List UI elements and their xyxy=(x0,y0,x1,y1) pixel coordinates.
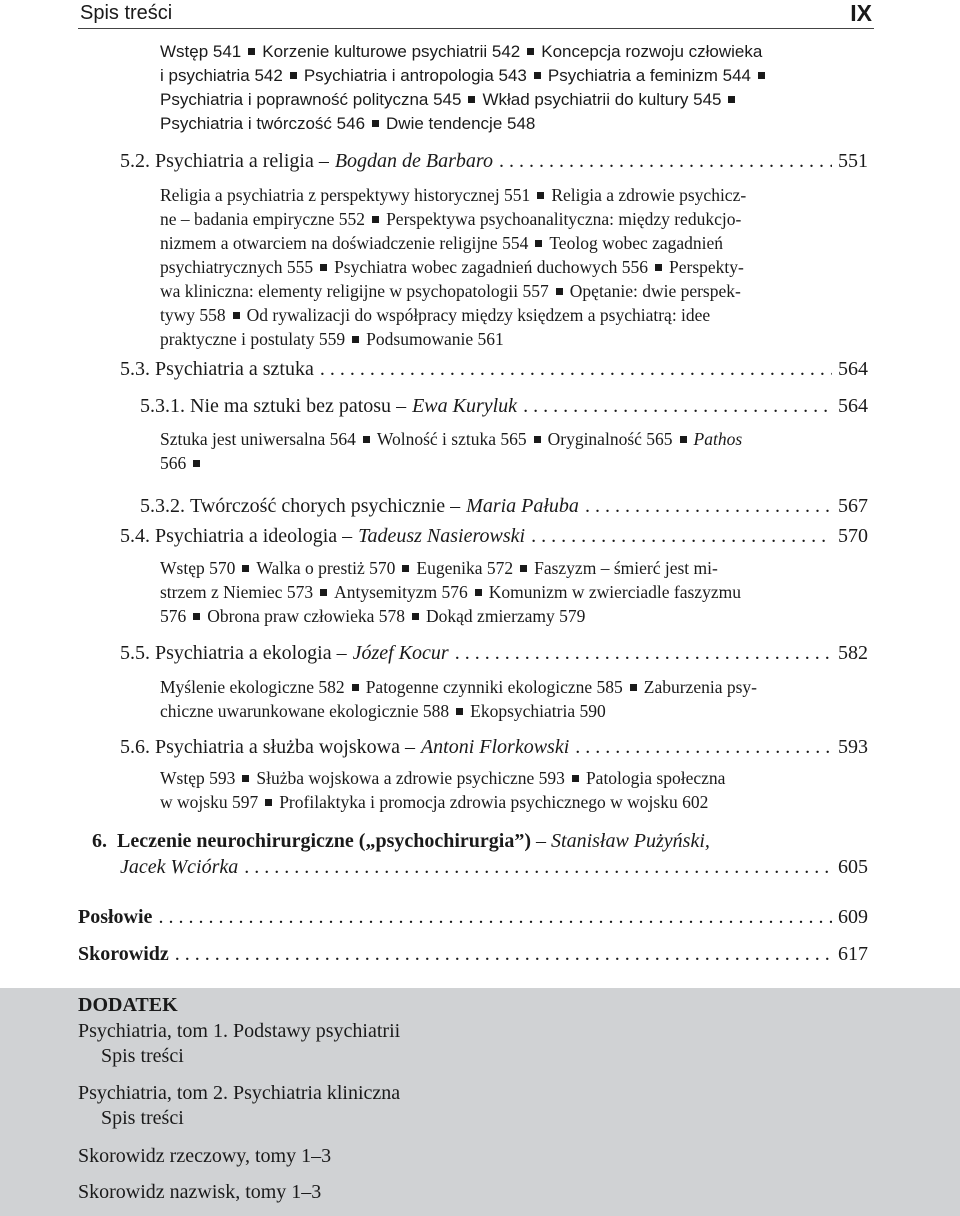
bullet-square-icon xyxy=(630,684,637,691)
entry-page: 567 xyxy=(838,495,868,517)
bullet-square-icon xyxy=(475,589,482,596)
entry-page: 605 xyxy=(838,856,868,878)
entry-author: Stanisław Pużyński, xyxy=(551,830,710,852)
toc-entry-6-title[interactable]: 6. Leczenie neurochirurgiczne („psychochirurgia”) – Stanisław Pużyński, xyxy=(92,830,710,852)
entry-number: 5.4. xyxy=(120,525,150,547)
text-line xyxy=(160,64,772,88)
entry-title: Leczenie neurochirurgiczne („psychochirurgia”) xyxy=(117,830,532,852)
text-line xyxy=(160,556,741,580)
topic: Faszyzm – śmierć jest mi- xyxy=(534,558,718,578)
toc-entry-5-2[interactable]: 5.2. Psychiatria a religia – Bogdan de Barbaro . . . 551 xyxy=(120,150,868,176)
text-line xyxy=(160,604,741,628)
topic: Psychiatria i poprawność polityczna 545 xyxy=(160,90,462,109)
text-line xyxy=(160,88,772,112)
toc-entry-poslowie[interactable] xyxy=(78,906,868,932)
entry-number: 5.3. xyxy=(120,358,150,380)
section-5-2-topics xyxy=(160,183,746,351)
topic: Oryginalność 565 xyxy=(547,429,673,449)
bullet-square-icon xyxy=(680,436,687,443)
header-page-number: IX xyxy=(850,0,872,26)
bullet-square-icon xyxy=(372,216,379,223)
toc-entry-5-3[interactable] xyxy=(120,358,868,384)
topic: 576 xyxy=(160,606,187,626)
toc-entry-6[interactable] xyxy=(120,856,868,882)
text-line xyxy=(160,279,746,303)
bullet-square-icon xyxy=(534,72,541,79)
topic: Wstęp 541 xyxy=(160,42,242,61)
topic: praktyczne i postulaty 559 xyxy=(160,329,346,349)
text-line xyxy=(160,580,741,604)
dot-leader xyxy=(585,495,832,518)
bullet-square-icon xyxy=(527,48,534,55)
dot-leader xyxy=(523,395,832,418)
text-line xyxy=(160,255,746,279)
topic: 566 xyxy=(160,453,187,473)
section-5-6-topics xyxy=(160,766,725,814)
topic: Religia a zdrowie psychicz- xyxy=(551,185,747,205)
bullet-square-icon xyxy=(265,799,272,806)
bullet-square-icon xyxy=(535,240,542,247)
topic: psychiatrycznych 555 xyxy=(160,257,314,277)
topic: Psychiatra wobec zagadnień duchowych 556 xyxy=(334,257,649,277)
entry-title: Psychiatria a ideologia xyxy=(155,525,338,547)
bullet-square-icon xyxy=(242,775,249,782)
topic: Perspekty- xyxy=(669,257,744,277)
topic: Psychiatria i twórczość 546 xyxy=(160,114,366,133)
topic: wa kliniczna: elementy religijne w psychopatologii 557 xyxy=(160,281,549,301)
entry-number: 5.3.1. xyxy=(140,395,185,417)
topic: Korzenie kulturowe psychiatrii 542 xyxy=(262,42,521,61)
bullet-square-icon xyxy=(352,336,359,343)
entry-title: Twórczość chorych psychicznie xyxy=(190,495,446,517)
bullet-square-icon xyxy=(193,613,200,620)
topic: Wstęp 570 xyxy=(160,558,236,578)
topic: Walka o prestiż 570 xyxy=(256,558,396,578)
topic: ne – badania empiryczne 552 xyxy=(160,209,366,229)
page-header xyxy=(0,0,960,32)
bullet-square-icon xyxy=(402,565,409,572)
toc-entry-skorowidz[interactable] xyxy=(78,943,868,969)
topic: Wkład psychiatrii do kultury 545 xyxy=(482,90,722,109)
topic: Koncepcja rozwoju człowieka xyxy=(541,42,763,61)
entry-author: Ewa Kuryluk xyxy=(412,395,518,417)
bullet-square-icon xyxy=(556,288,563,295)
bullet-square-icon xyxy=(412,613,419,620)
entry-title: Psychiatria a religia xyxy=(155,150,314,172)
entry-number: 6. xyxy=(92,830,107,852)
topic: Obrona praw człowieka 578 xyxy=(207,606,406,626)
dot-leader xyxy=(455,642,832,665)
bullet-square-icon xyxy=(363,436,370,443)
text-line xyxy=(160,40,772,64)
bullet-square-icon xyxy=(537,192,544,199)
dot-leader xyxy=(244,856,832,879)
bullet-square-icon xyxy=(248,48,255,55)
text-line xyxy=(160,790,725,814)
topic: Zaburzenia psy- xyxy=(643,677,757,697)
entry-author: Tadeusz Nasierowski xyxy=(358,525,526,547)
entry-author: Józef Kocur xyxy=(352,642,449,664)
text-line xyxy=(160,766,725,790)
entry-page: 617 xyxy=(838,943,868,965)
bullet-square-icon xyxy=(468,96,475,103)
entry-title: Psychiatria a sztuka xyxy=(155,358,314,380)
bullet-square-icon xyxy=(534,436,541,443)
entry-author: Bogdan de Barbaro xyxy=(334,150,493,172)
text-line xyxy=(160,207,746,231)
dot-leader xyxy=(320,358,832,381)
bullet-square-icon xyxy=(728,96,735,103)
text-line xyxy=(160,183,746,207)
topic: Wolność i sztuka 565 xyxy=(376,429,527,449)
text-line xyxy=(160,303,746,327)
entry-title: Nie ma sztuki bez patosu xyxy=(190,395,392,417)
appendix-volume-2[interactable]: Psychiatria, tom 2. Psychiatria kliniczna xyxy=(78,1082,401,1104)
section-5-3-1-topics xyxy=(160,427,742,475)
bullet-square-icon xyxy=(372,120,379,127)
entry-page: 593 xyxy=(838,736,868,758)
dot-leader xyxy=(499,150,832,173)
topic: Sztuka jest uniwersalna 564 xyxy=(160,429,356,449)
toc-entry-5-3-2[interactable]: 5.3.2. Twórczość chorych psychicznie – Maria Pałuba . . . 567 xyxy=(140,495,868,521)
entry-author: Antoni Florkowski xyxy=(420,736,570,758)
bullet-square-icon xyxy=(233,312,240,319)
topic: Profilaktyka i promocja zdrowia psychicznego w wojsku 602 xyxy=(279,792,709,812)
appendix-volume-1-toc[interactable]: Spis treści xyxy=(101,1045,184,1067)
topic: Dwie tendencje 548 xyxy=(386,114,536,133)
appendix-volume-1[interactable]: Psychiatria, tom 1. Podstawy psychiatrii xyxy=(78,1020,401,1042)
topic: Eugenika 572 xyxy=(416,558,514,578)
topic: Antysemityzm 576 xyxy=(334,582,468,602)
entry-number: 5.5. xyxy=(120,642,150,664)
topic: w wojsku 597 xyxy=(160,792,259,812)
dot-leader xyxy=(158,906,832,929)
topic: Religia a psychiatria z perspektywy historycznej 551 xyxy=(160,185,531,205)
text-line xyxy=(160,675,757,699)
toc-entry-5-6[interactable]: 5.6. Psychiatria a służba wojskowa – Antoni Florkowski . . . 593 xyxy=(120,736,868,762)
entry-page: 564 xyxy=(838,395,868,417)
bullet-square-icon xyxy=(655,264,662,271)
toc-entry-5-5[interactable]: 5.5. Psychiatria a ekologia – Józef Kocur . . . 582 xyxy=(120,642,868,668)
dot-leader xyxy=(175,943,832,966)
appendix-title: DODATEK xyxy=(78,994,178,1016)
entry-author: Maria Pałuba xyxy=(466,495,579,517)
appendix-panel xyxy=(0,988,960,1216)
topic: Psychiatria a feminizm 544 xyxy=(547,66,752,85)
entry-page: 582 xyxy=(838,642,868,664)
entry-page: 570 xyxy=(838,525,868,547)
entry-number: 5.6. xyxy=(120,736,150,758)
appendix-subject-index[interactable]: Skorowidz rzeczowy, tomy 1–3 xyxy=(78,1145,332,1167)
text-line xyxy=(160,427,742,451)
topic: tywy 558 xyxy=(160,305,226,325)
topic: Patologia społeczna xyxy=(585,768,726,788)
topic: Perspektywa psychoanalityczna: między redukcjo- xyxy=(386,209,742,229)
topic: Dokąd zmierzamy 579 xyxy=(426,606,586,626)
topic: chiczne uwarunkowane ekologicznie 588 xyxy=(160,701,450,721)
text-line xyxy=(160,231,746,255)
entry-page: 609 xyxy=(838,906,868,928)
entry-author: Jacek Wciórka xyxy=(120,856,239,878)
bullet-square-icon xyxy=(320,264,327,271)
bullet-square-icon xyxy=(242,565,249,572)
bullet-square-icon xyxy=(572,775,579,782)
entry-title: Posłowie xyxy=(78,906,153,928)
bullet-square-icon xyxy=(320,589,327,596)
toc-entry-5-4[interactable]: 5.4. Psychiatria a ideologia – Tadeusz Nasierowski . . . 570 xyxy=(120,525,868,551)
header-title: Spis treści xyxy=(80,2,173,24)
bullet-square-icon xyxy=(290,72,297,79)
topic: Patogenne czynniki ekologiczne 585 xyxy=(365,677,623,697)
text-line xyxy=(160,112,772,136)
entry-page: 551 xyxy=(838,150,868,172)
topic: Teolog wobec zagadnień xyxy=(549,233,724,253)
section-5-5-topics xyxy=(160,675,757,723)
appendix-volume-2-toc[interactable]: Spis treści xyxy=(101,1107,184,1129)
text-line xyxy=(160,327,746,351)
topic: i psychiatria 542 xyxy=(160,66,283,85)
bullet-square-icon xyxy=(352,684,359,691)
topic: Służba wojskowa a zdrowie psychiczne 593 xyxy=(256,768,565,788)
header-rule xyxy=(78,28,874,29)
entry-title: Skorowidz xyxy=(78,943,169,965)
dot-leader xyxy=(575,736,832,759)
topic: Psychiatria i antropologia 543 xyxy=(303,66,527,85)
entry-title: Psychiatria a ekologia xyxy=(155,642,332,664)
topic: Wstęp 593 xyxy=(160,768,236,788)
bullet-square-icon xyxy=(758,72,765,79)
text-line xyxy=(160,699,757,723)
section-5-4-topics xyxy=(160,556,741,628)
toc-entry-5-3-1[interactable]: 5.3.1. Nie ma sztuki bez patosu – Ewa Kuryluk . . . 564 xyxy=(140,395,868,421)
appendix-name-index[interactable]: Skorowidz nazwisk, tomy 1–3 xyxy=(78,1181,322,1203)
entry-page: 564 xyxy=(838,358,868,380)
bullet-square-icon xyxy=(520,565,527,572)
dot-leader xyxy=(531,525,832,548)
text-line xyxy=(160,451,742,475)
topic: Od rywalizacji do współpracy między księdzem a psychiatrą: idee xyxy=(246,305,711,325)
topic: Komunizm w zwierciadle faszyzmu xyxy=(488,582,741,602)
topic: Pathos xyxy=(693,429,743,449)
topic: strzem z Niemiec 573 xyxy=(160,582,314,602)
bullet-square-icon xyxy=(193,460,200,467)
topic: nizmem a otwarciem na doświadczenie religijne 554 xyxy=(160,233,529,253)
topic: Myślenie ekologiczne 582 xyxy=(160,677,345,697)
topic: Podsumowanie 561 xyxy=(366,329,504,349)
intro-paragraph xyxy=(160,40,772,136)
entry-number: 5.2. xyxy=(120,150,150,172)
entry-number: 5.3.2. xyxy=(140,495,185,517)
bullet-square-icon xyxy=(456,708,463,715)
topic: Ekopsychiatria 590 xyxy=(470,701,606,721)
topic: Opętanie: dwie perspek- xyxy=(569,281,741,301)
entry-title: Psychiatria a służba wojskowa xyxy=(155,736,400,758)
